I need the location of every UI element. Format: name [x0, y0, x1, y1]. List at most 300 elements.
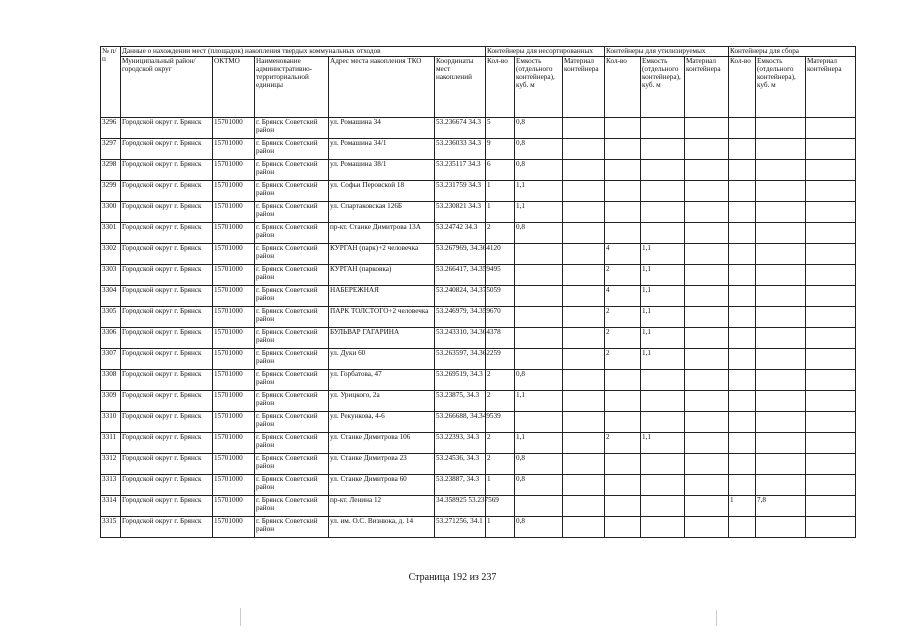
row-admin-unit: г. Брянск Советский район — [255, 517, 329, 538]
row-collect-count — [729, 517, 756, 538]
row-address: БУЛЬВАР ГАГАРИНА — [329, 328, 435, 349]
row-unsorted-capacity: 0,8 — [515, 370, 563, 391]
row-unsorted-count: 2 — [486, 391, 515, 412]
row-admin-unit: г. Брянск Советский район — [255, 307, 329, 328]
row-recycle-count: 2 — [605, 349, 641, 370]
row-oktmo: 15701000 — [213, 370, 255, 391]
row-municipality: Городской округ г. Брянск — [121, 307, 213, 328]
row-oktmo: 15701000 — [213, 286, 255, 307]
row-oktmo: 15701000 — [213, 244, 255, 265]
row-coords: 53.267969, 34.364120 — [435, 244, 486, 265]
row-collect-material — [806, 223, 856, 244]
row-oktmo: 15701000 — [213, 118, 255, 139]
row-collect-capacity — [756, 412, 806, 433]
row-recycle-count — [605, 160, 641, 181]
row-unsorted-count: 5 — [486, 118, 515, 139]
row-recycle-count — [605, 139, 641, 160]
col-unsorted-material: Материал контейнера — [563, 57, 605, 118]
row-recycle-count — [605, 181, 641, 202]
row-recycle-capacity — [641, 412, 685, 433]
row-oktmo: 15701000 — [213, 181, 255, 202]
row-num: 3305 — [101, 307, 121, 328]
row-collect-material — [806, 160, 856, 181]
row-unsorted-capacity: 0,8 — [515, 139, 563, 160]
row-oktmo: 15701000 — [213, 307, 255, 328]
row-unsorted-material — [563, 265, 605, 286]
row-recycle-material — [685, 307, 729, 328]
row-unsorted-count: 9 — [486, 139, 515, 160]
row-coords: 53.266417, 34.359495 — [435, 265, 486, 286]
header-num: № п/п — [101, 47, 121, 118]
row-address: ул. Рекункова, 4-6 — [329, 412, 435, 433]
row-municipality: Городской округ г. Брянск — [121, 517, 213, 538]
row-unsorted-material — [563, 412, 605, 433]
row-recycle-material — [685, 118, 729, 139]
row-unsorted-material — [563, 349, 605, 370]
row-collect-count — [729, 349, 756, 370]
table-row — [101, 202, 856, 223]
row-oktmo: 15701000 — [213, 517, 255, 538]
table-body — [101, 118, 856, 538]
row-address: ул. Ромашина 34/1 — [329, 139, 435, 160]
row-admin-unit: г. Брянск Советский район — [255, 349, 329, 370]
row-unsorted-count: 2 — [486, 433, 515, 454]
row-collect-count — [729, 139, 756, 160]
row-oktmo: 15701000 — [213, 349, 255, 370]
row-coords: 53.269519, 34.3 — [435, 370, 486, 391]
row-unsorted-count: 2 — [486, 223, 515, 244]
row-recycle-count: 4 — [605, 244, 641, 265]
row-coords: 53.22393, 34.3 — [435, 433, 486, 454]
col-collect-material: Материал контейнера — [806, 57, 856, 118]
row-oktmo: 15701000 — [213, 412, 255, 433]
row-recycle-capacity: 1,1 — [641, 244, 685, 265]
row-admin-unit: г. Брянск Советский район — [255, 412, 329, 433]
row-address: ул. Станке Димитрова 23 — [329, 454, 435, 475]
row-num: 3306 — [101, 328, 121, 349]
row-address: КУРГАН (парк)+2 человечка — [329, 244, 435, 265]
row-collect-material — [806, 349, 856, 370]
row-recycle-material — [685, 412, 729, 433]
row-address: ул. Станке Димитрова 106 — [329, 433, 435, 454]
row-num: 3313 — [101, 475, 121, 496]
row-recycle-count — [605, 370, 641, 391]
row-admin-unit: г. Брянск Советский район — [255, 223, 329, 244]
row-collect-capacity — [756, 433, 806, 454]
row-oktmo: 15701000 — [213, 223, 255, 244]
row-recycle-material — [685, 160, 729, 181]
table-row — [101, 160, 856, 181]
row-unsorted-count: 6 — [486, 160, 515, 181]
row-address: ул. Ромашина 34 — [329, 118, 435, 139]
row-collect-material — [806, 370, 856, 391]
row-admin-unit: г. Брянск Советский район — [255, 454, 329, 475]
row-coords: 53.23887, 34.3 — [435, 475, 486, 496]
row-unsorted-capacity: 0,8 — [515, 454, 563, 475]
row-recycle-capacity — [641, 139, 685, 160]
row-collect-capacity — [756, 160, 806, 181]
row-address: ул. Ромашина 38/1 — [329, 160, 435, 181]
row-oktmo: 15701000 — [213, 202, 255, 223]
row-recycle-material — [685, 349, 729, 370]
row-coords: 53.230821 34.3 — [435, 202, 486, 223]
row-num: 3298 — [101, 160, 121, 181]
document-page — [100, 46, 855, 538]
row-address: ул. им. О.С. Визнюка, д. 14 — [329, 517, 435, 538]
row-collect-capacity — [756, 139, 806, 160]
col-coords: Координаты мест накоплений — [435, 57, 486, 118]
col-municipality: Муниципальный район/городской округ — [121, 57, 213, 118]
row-coords: 53.271256, 34.1 — [435, 517, 486, 538]
row-oktmo: 15701000 — [213, 160, 255, 181]
row-collect-count — [729, 391, 756, 412]
row-collect-capacity — [756, 223, 806, 244]
col-recycle-count: Кол-во — [605, 57, 641, 118]
row-unsorted-material — [563, 244, 605, 265]
row-coords: 53.236674 34.3 — [435, 118, 486, 139]
row-oktmo: 15701000 — [213, 454, 255, 475]
table-row — [101, 433, 856, 454]
row-unsorted-capacity — [515, 412, 563, 433]
row-recycle-capacity — [641, 391, 685, 412]
row-recycle-capacity — [641, 160, 685, 181]
row-unsorted-capacity — [515, 496, 563, 517]
row-address: ул. Спартаковская 126Б — [329, 202, 435, 223]
row-recycle-material — [685, 433, 729, 454]
row-num: 3312 — [101, 454, 121, 475]
row-collect-count: 1 — [729, 496, 756, 517]
row-recycle-count — [605, 454, 641, 475]
row-collect-count — [729, 202, 756, 223]
row-num: 3303 — [101, 265, 121, 286]
table-row — [101, 265, 856, 286]
row-collect-count — [729, 412, 756, 433]
row-collect-capacity — [756, 349, 806, 370]
row-recycle-material — [685, 496, 729, 517]
row-collect-count — [729, 181, 756, 202]
row-collect-capacity — [756, 517, 806, 538]
row-municipality: Городской округ г. Брянск — [121, 202, 213, 223]
row-recycle-material — [685, 370, 729, 391]
row-recycle-count: 2 — [605, 265, 641, 286]
row-oktmo: 15701000 — [213, 391, 255, 412]
row-unsorted-material — [563, 391, 605, 412]
row-num: 3315 — [101, 517, 121, 538]
row-recycle-capacity — [641, 475, 685, 496]
row-address: пр-кт. Станке Димитрова 13А — [329, 223, 435, 244]
row-address: КУРГАН (парковка) — [329, 265, 435, 286]
row-address: ПАРК ТОЛСТОГО+2 человечка — [329, 307, 435, 328]
row-coords: 53.24742 34.3 — [435, 223, 486, 244]
row-admin-unit: г. Брянск Советский район — [255, 391, 329, 412]
row-collect-material — [806, 118, 856, 139]
header-group-sites: Данные о нахождении мест (площадок) накопления твердых коммунальных отходов — [121, 47, 486, 57]
row-num: 3297 — [101, 139, 121, 160]
page-number: Страница 192 из 237 — [408, 572, 497, 583]
table-row — [101, 517, 856, 538]
row-collect-count — [729, 475, 756, 496]
row-recycle-count: 4 — [605, 286, 641, 307]
row-unsorted-material — [563, 307, 605, 328]
row-collect-material — [806, 496, 856, 517]
row-unsorted-capacity: 1,1 — [515, 202, 563, 223]
table-row — [101, 223, 856, 244]
row-unsorted-count: 2 — [486, 370, 515, 391]
row-collect-material — [806, 391, 856, 412]
row-recycle-capacity — [641, 454, 685, 475]
table-row — [101, 328, 856, 349]
table-row — [101, 391, 856, 412]
row-admin-unit: г. Брянск Советский район — [255, 475, 329, 496]
row-coords: 34.358925 53.237569 — [435, 496, 486, 517]
row-admin-unit: г. Брянск Советский район — [255, 265, 329, 286]
row-recycle-material — [685, 265, 729, 286]
table-row — [101, 118, 856, 139]
row-unsorted-capacity — [515, 328, 563, 349]
row-address: пр-кт. Ленина 12 — [329, 496, 435, 517]
col-recycle-material: Материал контейнера — [685, 57, 729, 118]
waste-sites-table — [100, 46, 856, 538]
header-group-collect: Контейнеры для сбора — [729, 47, 856, 57]
scan-mark — [240, 608, 241, 626]
row-oktmo: 15701000 — [213, 265, 255, 286]
row-collect-material — [806, 433, 856, 454]
row-collect-capacity — [756, 181, 806, 202]
row-unsorted-capacity: 0,8 — [515, 160, 563, 181]
row-collect-count — [729, 370, 756, 391]
row-collect-material — [806, 475, 856, 496]
row-recycle-material — [685, 223, 729, 244]
row-collect-capacity — [756, 307, 806, 328]
row-recycle-count: 2 — [605, 433, 641, 454]
row-recycle-capacity — [641, 202, 685, 223]
row-unsorted-material — [563, 160, 605, 181]
row-unsorted-material — [563, 328, 605, 349]
row-coords: 53.24536, 34.3 — [435, 454, 486, 475]
row-num: 3302 — [101, 244, 121, 265]
row-unsorted-material — [563, 475, 605, 496]
row-recycle-capacity — [641, 517, 685, 538]
row-address: НАБЕРЕЖНАЯ — [329, 286, 435, 307]
row-unsorted-material — [563, 370, 605, 391]
row-unsorted-material — [563, 286, 605, 307]
table-row — [101, 307, 856, 328]
row-recycle-capacity: 1,1 — [641, 265, 685, 286]
row-admin-unit: г. Брянск Советский район — [255, 370, 329, 391]
row-collect-material — [806, 328, 856, 349]
row-recycle-capacity: 1,1 — [641, 307, 685, 328]
row-admin-unit: г. Брянск Советский район — [255, 139, 329, 160]
row-recycle-count — [605, 475, 641, 496]
row-recycle-capacity — [641, 181, 685, 202]
row-municipality: Городской округ г. Брянск — [121, 433, 213, 454]
row-collect-material — [806, 181, 856, 202]
row-collect-capacity — [756, 454, 806, 475]
row-collect-count — [729, 307, 756, 328]
row-municipality: Городской округ г. Брянск — [121, 391, 213, 412]
row-recycle-count — [605, 391, 641, 412]
header-group-recycle: Контейнеры для утилизируемых — [605, 47, 729, 57]
row-collect-material — [806, 307, 856, 328]
row-unsorted-capacity — [515, 307, 563, 328]
row-unsorted-count: 1 — [486, 202, 515, 223]
row-recycle-capacity — [641, 118, 685, 139]
row-recycle-count — [605, 517, 641, 538]
row-recycle-material — [685, 454, 729, 475]
row-unsorted-capacity — [515, 244, 563, 265]
row-admin-unit: г. Брянск Советский район — [255, 328, 329, 349]
row-collect-material — [806, 139, 856, 160]
row-collect-capacity — [756, 202, 806, 223]
row-unsorted-capacity: 0,8 — [515, 118, 563, 139]
row-municipality: Городской округ г. Брянск — [121, 244, 213, 265]
row-num: 3301 — [101, 223, 121, 244]
row-recycle-capacity: 1,1 — [641, 286, 685, 307]
row-oktmo: 15701000 — [213, 475, 255, 496]
row-unsorted-capacity: 1,1 — [515, 433, 563, 454]
row-unsorted-capacity: 0,8 — [515, 223, 563, 244]
row-admin-unit: г. Брянск Советский район — [255, 496, 329, 517]
row-recycle-capacity — [641, 496, 685, 517]
row-unsorted-capacity: 1,1 — [515, 181, 563, 202]
row-recycle-material — [685, 328, 729, 349]
row-recycle-count — [605, 202, 641, 223]
row-collect-count — [729, 265, 756, 286]
table-row — [101, 139, 856, 160]
row-coords: 53.23875, 34.3 — [435, 391, 486, 412]
row-unsorted-material — [563, 517, 605, 538]
row-collect-capacity — [756, 370, 806, 391]
row-oktmo: 15701000 — [213, 139, 255, 160]
row-unsorted-capacity: 0,8 — [515, 517, 563, 538]
row-recycle-count — [605, 118, 641, 139]
row-unsorted-count: 2 — [486, 454, 515, 475]
row-recycle-material — [685, 244, 729, 265]
row-collect-capacity — [756, 118, 806, 139]
row-collect-material — [806, 517, 856, 538]
row-municipality: Городской округ г. Брянск — [121, 139, 213, 160]
row-num: 3310 — [101, 412, 121, 433]
row-unsorted-capacity — [515, 265, 563, 286]
row-collect-capacity — [756, 244, 806, 265]
row-oktmo: 15701000 — [213, 496, 255, 517]
table-row — [101, 244, 856, 265]
row-coords: 53.243310, 34.364378 — [435, 328, 486, 349]
row-coords: 53.235117 34.3 — [435, 160, 486, 181]
table-row — [101, 412, 856, 433]
row-collect-count — [729, 286, 756, 307]
row-coords: 53.266688, 34.349539 — [435, 412, 486, 433]
row-collect-count — [729, 118, 756, 139]
row-unsorted-material — [563, 454, 605, 475]
row-unsorted-capacity — [515, 286, 563, 307]
row-unsorted-material — [563, 433, 605, 454]
row-collect-capacity: 7,8 — [756, 496, 806, 517]
row-collect-material — [806, 265, 856, 286]
col-recycle-capacity: Емкость (отдельного контейнера), куб. м — [641, 57, 685, 118]
row-oktmo: 15701000 — [213, 328, 255, 349]
row-num: 3304 — [101, 286, 121, 307]
row-recycle-count — [605, 223, 641, 244]
row-recycle-capacity: 1,1 — [641, 349, 685, 370]
row-recycle-count — [605, 412, 641, 433]
row-municipality: Городской округ г. Брянск — [121, 349, 213, 370]
row-recycle-capacity — [641, 223, 685, 244]
scan-mark — [716, 610, 717, 626]
row-num: 3300 — [101, 202, 121, 223]
row-collect-count — [729, 433, 756, 454]
row-coords: 53.236033 34.3 — [435, 139, 486, 160]
row-recycle-material — [685, 181, 729, 202]
row-address: ул. Станке Димитрова 60 — [329, 475, 435, 496]
col-collect-count: Кол-во — [729, 57, 756, 118]
row-recycle-material — [685, 391, 729, 412]
row-recycle-capacity — [641, 370, 685, 391]
row-recycle-material — [685, 517, 729, 538]
row-unsorted-capacity: 0,8 — [515, 475, 563, 496]
row-recycle-count: 2 — [605, 328, 641, 349]
row-recycle-material — [685, 475, 729, 496]
row-collect-material — [806, 412, 856, 433]
row-recycle-capacity: 1,1 — [641, 328, 685, 349]
table-row — [101, 286, 856, 307]
row-municipality: Городской округ г. Брянск — [121, 475, 213, 496]
col-collect-capacity: Емкость (отдельного контейнера), куб. м — [756, 57, 806, 118]
row-address: ул. Софьи Перовской 18 — [329, 181, 435, 202]
row-oktmo: 15701000 — [213, 433, 255, 454]
row-collect-material — [806, 202, 856, 223]
row-municipality: Городской округ г. Брянск — [121, 181, 213, 202]
table-row — [101, 181, 856, 202]
row-coords: 53.240824, 34.375059 — [435, 286, 486, 307]
row-municipality: Городской округ г. Брянск — [121, 118, 213, 139]
row-admin-unit: г. Брянск Советский район — [255, 202, 329, 223]
row-coords: 53.246979, 34.359670 — [435, 307, 486, 328]
row-collect-count — [729, 160, 756, 181]
row-address: ул. Горбатова, 47 — [329, 370, 435, 391]
row-municipality: Городской округ г. Брянск — [121, 265, 213, 286]
row-admin-unit: г. Брянск Советский район — [255, 160, 329, 181]
row-unsorted-material — [563, 202, 605, 223]
row-collect-count — [729, 244, 756, 265]
row-unsorted-count: 1 — [486, 517, 515, 538]
col-oktmo: ОКТМО — [213, 57, 255, 118]
row-admin-unit: г. Брянск Советский район — [255, 286, 329, 307]
row-coords: 53.231759 34.3 — [435, 181, 486, 202]
row-unsorted-material — [563, 496, 605, 517]
row-collect-count — [729, 328, 756, 349]
row-municipality: Городской округ г. Брянск — [121, 454, 213, 475]
row-coords: 53.263597, 34.362259 — [435, 349, 486, 370]
row-recycle-capacity: 1,1 — [641, 433, 685, 454]
row-municipality: Городской округ г. Брянск — [121, 160, 213, 181]
row-unsorted-material — [563, 223, 605, 244]
table-row — [101, 370, 856, 391]
row-unsorted-material — [563, 139, 605, 160]
row-num: 3311 — [101, 433, 121, 454]
row-municipality: Городской округ г. Брянск — [121, 286, 213, 307]
row-collect-capacity — [756, 286, 806, 307]
row-municipality: Городской округ г. Брянск — [121, 223, 213, 244]
row-municipality: Городской округ г. Брянск — [121, 496, 213, 517]
row-num: 3296 — [101, 118, 121, 139]
row-collect-material — [806, 286, 856, 307]
row-unsorted-count: 1 — [486, 181, 515, 202]
row-municipality: Городской округ г. Брянск — [121, 328, 213, 349]
row-collect-capacity — [756, 391, 806, 412]
row-num: 3308 — [101, 370, 121, 391]
row-recycle-material — [685, 139, 729, 160]
